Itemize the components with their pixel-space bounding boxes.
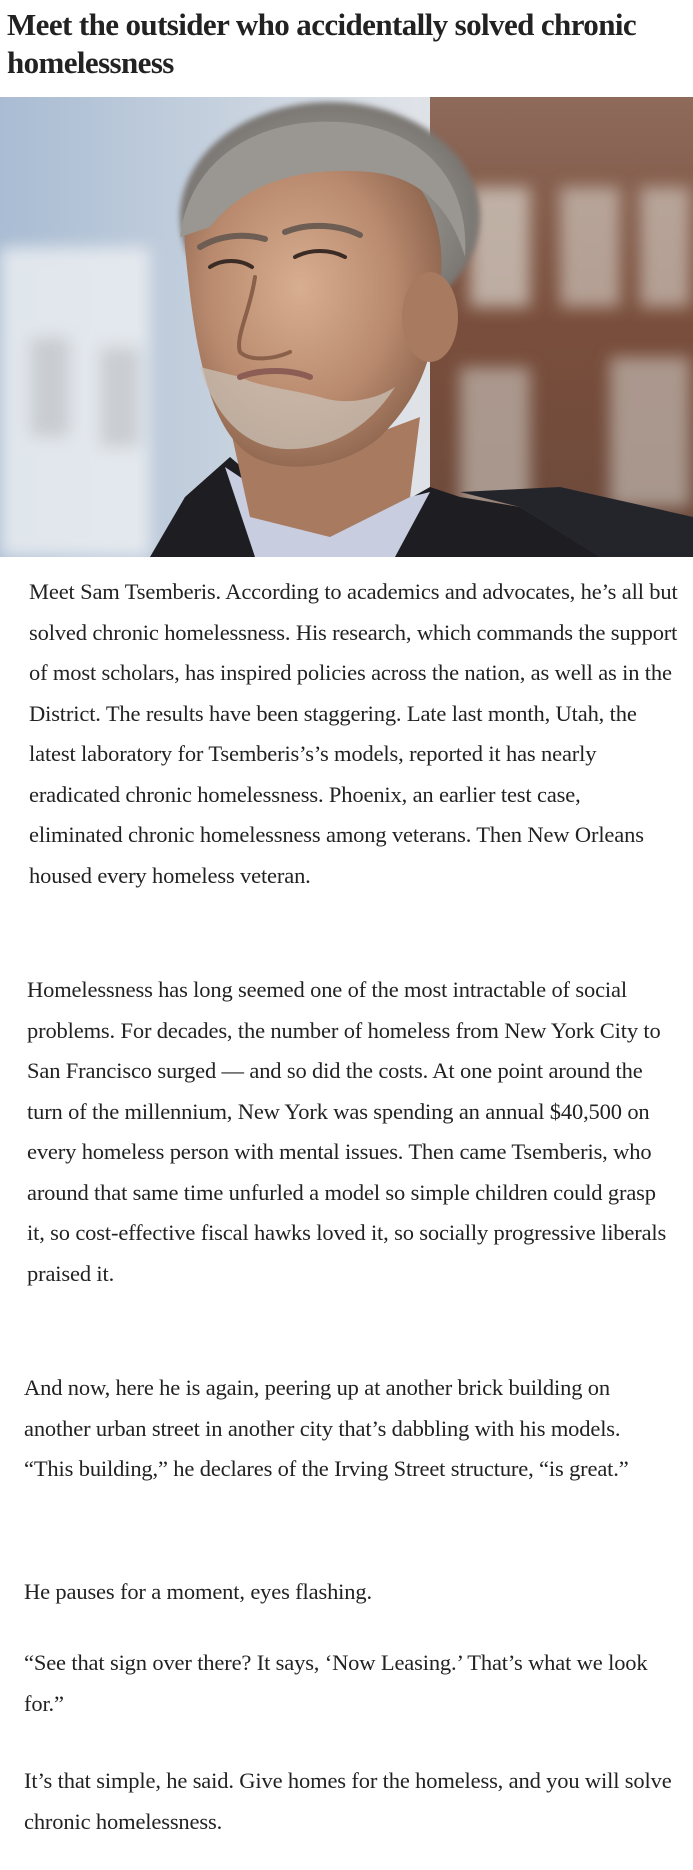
article-paragraph: “See that sign over there? It says, ‘Now Leasing.’ That’s what we look for.” (24, 1650, 648, 1716)
article-headline: Meet the outsider who accidentally solved chronic homelessness (7, 7, 637, 80)
article-paragraph: Homelessness has long seemed one of the most intractable of social problems. For decades, the number of homeless from New York City to San Francisco surged — and so did the costs. At one point around the turn of the millennium, New York was spending an annual $40,500 on every homeless person with mental issues. Then came Tsemberis, who around that same time unfurled a model so simple children could grasp it, so cost-effective fiscal hawks loved it, so socially progressive liberals praised it. (27, 977, 667, 1286)
article-paragraph: And now, here he is again, peering up at another brick building on another urban street in another city that’s dabbling with his models. “This building,” he declares of the Irving Street structure, “is great.” (24, 1375, 629, 1481)
article-paragraph: Meet Sam Tsemberis. According to academics and advocates, he’s all but solved chronic homelessness. His research, which commands the support of most scholars, has inspired policies across the nation, as well as in the District. The results have been staggering. Late last month, Utah, the latest laboratory for Tsemberis’s’s models, reported it has nearly eradicated chronic homelessness. Phoenix, an earlier test case, eliminated chronic homelessness among veterans. Then New Orleans housed every homeless veteran. (29, 579, 678, 888)
article-paragraph: He pauses for a moment, eyes flashing. (24, 1579, 372, 1604)
hero-photo (0, 97, 693, 557)
article-paragraph: It’s that simple, he said. Give homes for the homeless, and you will solve chronic homelessness. (24, 1768, 672, 1834)
portrait-illustration (0, 97, 693, 557)
